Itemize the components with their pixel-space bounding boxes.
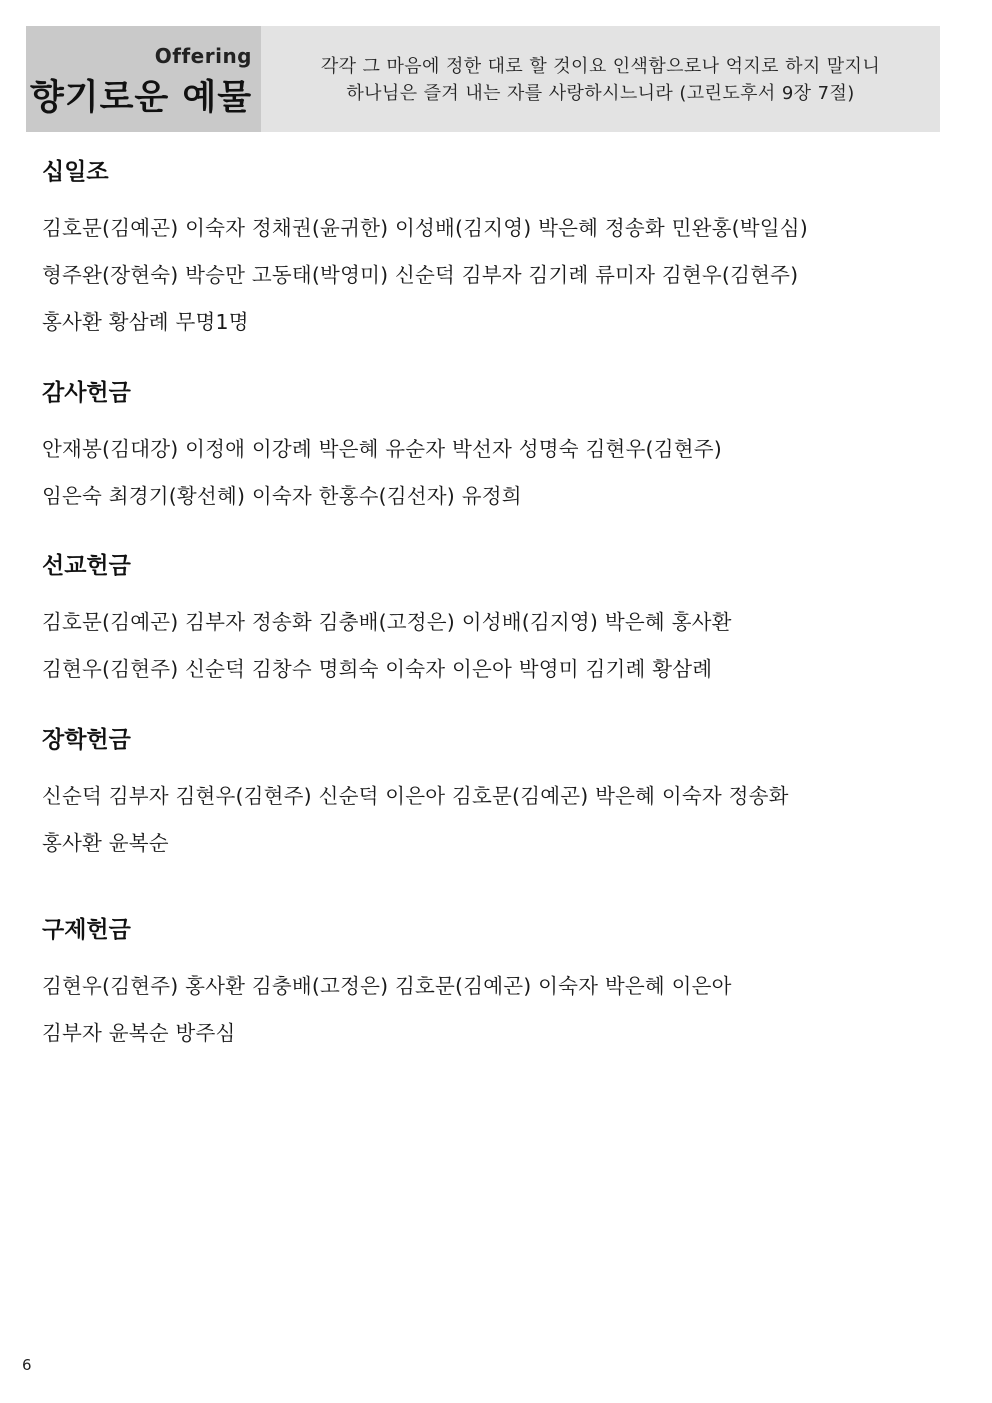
page-header bbox=[26, 26, 940, 132]
name-list-line: 김호문(김예곤) 이숙자 정채권(윤귀한) 이성배(김지영) 박은혜 정송화 민완홍(박일심) bbox=[42, 216, 808, 240]
page-number: 6 bbox=[22, 1356, 32, 1374]
section-mission-offering bbox=[42, 551, 942, 693]
verse-line-1: 각각 그 마음에 정한 대로 할 것이요 인색함으로나 억지로 하지 말지니 bbox=[320, 56, 881, 77]
section-title: 장학헌금 bbox=[42, 727, 131, 753]
section-thanksgiving-offering bbox=[42, 378, 942, 520]
header-title-block bbox=[26, 26, 261, 132]
header-title-english: Offering bbox=[154, 44, 252, 68]
name-list-line: 김현우(김현주) 신순덕 김창수 명희숙 이숙자 이은아 박영미 김기례 황삼례 bbox=[42, 657, 713, 681]
section-title: 구제헌금 bbox=[42, 917, 131, 943]
section-scholarship-offering bbox=[42, 725, 942, 867]
name-list-line: 김현우(김현주) 홍사환 김충배(고정은) 김호문(김예곤) 이숙자 박은혜 이은아 bbox=[42, 974, 732, 998]
header-title-korean: 향기로운 예물 bbox=[29, 78, 252, 118]
section-tithe bbox=[42, 157, 942, 346]
name-list-line: 형주완(장현숙) 박승만 고동태(박영미) 신순덕 김부자 김기례 류미자 김현우(김현주) bbox=[42, 263, 799, 287]
name-list-line: 홍사환 윤복순 bbox=[42, 831, 169, 855]
name-list-line: 홍사환 황삼례 무명1명 bbox=[42, 310, 249, 334]
verse-line-2: 하나님은 즐겨 내는 자를 사랑하시느니라 (고린도후서 9장 7절) bbox=[346, 83, 855, 104]
name-list-line: 김호문(김예곤) 김부자 정송화 김충배(고정은) 이성배(김지영) 박은혜 홍사환 bbox=[42, 610, 732, 634]
section-title: 십일조 bbox=[42, 159, 109, 185]
section-relief-offering bbox=[42, 915, 942, 1057]
name-list-line: 김부자 윤복순 방주심 bbox=[42, 1021, 236, 1045]
section-title: 감사헌금 bbox=[42, 380, 131, 406]
section-title: 선교헌금 bbox=[42, 553, 131, 579]
name-list-line: 임은숙 최경기(황선혜) 이숙자 한홍수(김선자) 유정희 bbox=[42, 484, 522, 508]
name-list-line: 안재봉(김대강) 이정애 이강례 박은혜 유순자 박선자 성명숙 김현우(김현주) bbox=[42, 437, 722, 461]
header-verse-block bbox=[261, 26, 940, 132]
name-list-line: 신순덕 김부자 김현우(김현주) 신순덕 이은아 김호문(김예곤) 박은혜 이숙자 정송화 bbox=[42, 784, 789, 808]
